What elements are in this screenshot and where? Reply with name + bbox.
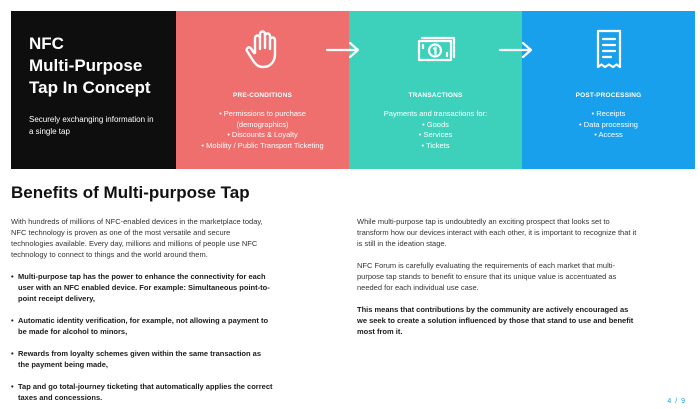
benefit-item: • Multi-purpose tap has the power to enhance the connectivity for each user with an NFC enabled device. For example: Simultaneous point-to-point receipt delivery, bbox=[11, 271, 273, 304]
title-line: NFC bbox=[29, 34, 64, 53]
banner-title bbox=[29, 33, 151, 99]
list-item: • Discounts & Loyalty bbox=[227, 130, 298, 139]
intro-paragraph: With hundreds of millions of NFC-enabled devices in the marketplace today, NFC technology is proven as one of the most versatile and secure technologies available. Every day, millions and millions of people use NFC technology to connect to things and the world around them. bbox=[11, 217, 263, 259]
benefit-item: • Automatic identity verification, for example, not allowing a payment to be made for alcohol to minors, bbox=[11, 315, 273, 337]
list-item: • Mobility / Public Transport Ticketing bbox=[201, 140, 324, 150]
post-processing-heading: POST-PROCESSING bbox=[575, 92, 642, 99]
benefit-item: • Tap and go total-journey ticketing that automatically applies the correct taxes and concessions. bbox=[11, 381, 273, 403]
page-number: 4 / 9 bbox=[667, 398, 686, 405]
post-processing-panel bbox=[522, 11, 695, 169]
concept-banner bbox=[11, 11, 695, 169]
list-item: • Access bbox=[594, 130, 623, 139]
list-item: • Data processing bbox=[579, 119, 638, 129]
section-heading: Benefits of Multi-purpose Tap bbox=[11, 183, 250, 202]
pre-conditions-list bbox=[176, 109, 349, 151]
money-icon bbox=[414, 27, 458, 71]
paragraph-emphasis: This means that contributions by the community are actively encouraged as we seek to create a solution influenced by those that stand to use and benefit most from it. bbox=[357, 305, 634, 336]
benefits-list bbox=[11, 271, 273, 403]
title-line: Tap In Concept bbox=[29, 78, 151, 97]
receipt-icon bbox=[587, 27, 631, 71]
transactions-heading: TRANSACTIONS bbox=[408, 92, 463, 99]
list-item: • Services bbox=[418, 130, 453, 139]
right-column bbox=[357, 216, 637, 348]
transactions-panel bbox=[349, 11, 522, 169]
list-item: • Receipts bbox=[591, 109, 626, 118]
list-item: (demographics) bbox=[236, 119, 289, 129]
post-processing-list bbox=[522, 109, 695, 141]
list-item: Payments and transactions for: bbox=[383, 109, 488, 118]
list-item: • Tickets bbox=[421, 140, 450, 150]
pre-conditions-heading: PRE-CONDITIONS bbox=[232, 92, 293, 99]
paragraph: NFC Forum is carefully evaluating the requirements of each market that multi-purpose tap stands to benefit to ensure that its unique value is accentuated as needed for each individual use case. bbox=[357, 261, 617, 292]
hand-icon bbox=[241, 27, 285, 71]
list-item: • Permissions to purchase bbox=[219, 109, 306, 118]
arrow-right-icon bbox=[325, 41, 361, 59]
title-line: Multi-Purpose bbox=[29, 56, 143, 75]
pre-conditions-panel bbox=[176, 11, 349, 169]
transactions-list bbox=[349, 109, 522, 151]
title-panel bbox=[11, 11, 176, 169]
benefit-item: • Rewards from loyalty schemes given within the same transaction as the payment being made, bbox=[11, 348, 273, 370]
list-item: • Goods bbox=[422, 119, 449, 129]
paragraph: While multi-purpose tap is undoubtedly an exciting prospect that looks set to transform how our devices interact with each other, it is important to recognize that it is still in the ideation stage. bbox=[357, 217, 637, 248]
banner-subtitle: Securely exchanging information in a single tap bbox=[29, 115, 154, 136]
left-column bbox=[11, 216, 273, 409]
arrow-right-icon bbox=[498, 41, 534, 59]
